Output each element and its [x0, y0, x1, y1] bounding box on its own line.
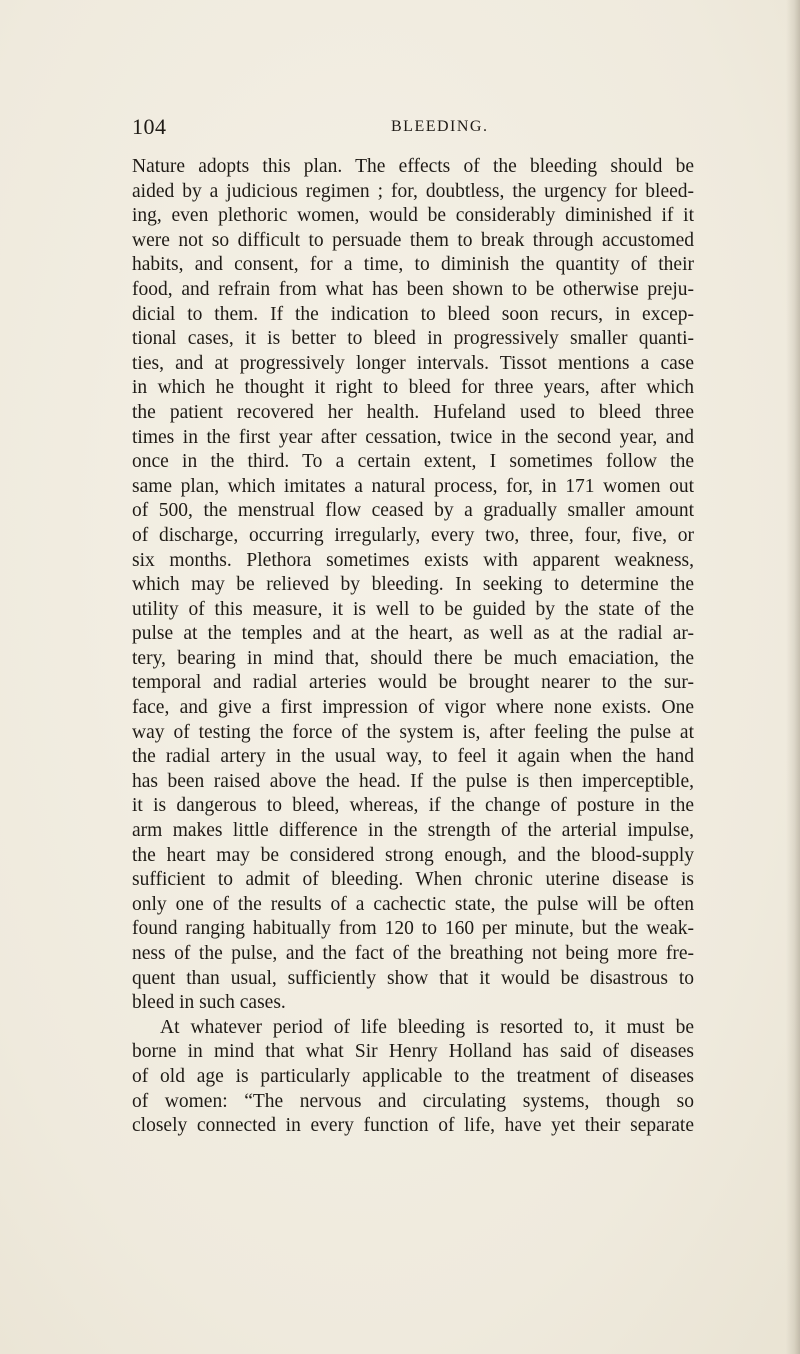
page-edge-shadow	[786, 0, 800, 1354]
text-line: sufficient to admit of bleeding. When chronic uterine disease is	[132, 869, 694, 891]
text-line: in which he thought it right to bleed for three years, after which	[132, 377, 694, 399]
text-line: food, and refrain from what has been shown to be otherwise preju-	[132, 278, 694, 300]
text-line: ing, even plethoric women, would be considerably diminished if it	[132, 205, 694, 227]
paragraph-1	[132, 155, 694, 1016]
text-line: dicial to them. If the indication to bleed soon recurs, in excep-	[132, 303, 694, 325]
text-line: of old age is particularly applicable to the treatment of diseases	[132, 1065, 694, 1087]
text-line: times in the first year after cessation, twice in the second year, and	[132, 426, 694, 448]
text-line: ties, and at progressively longer intervals. Tissot mentions a case	[132, 352, 694, 374]
body-text	[132, 155, 694, 1139]
text-line: temporal and radial arteries would be brought nearer to the sur-	[132, 672, 694, 694]
text-line: found ranging habitually from 120 to 160 per minute, but the weak-	[132, 918, 694, 940]
paragraph-2	[132, 1016, 694, 1139]
text-line: habits, and consent, for a time, to diminish the quantity of their	[132, 254, 694, 276]
text-line: quent than usual, sufficiently show that it would be disastrous to	[132, 967, 694, 989]
text-line: way of testing the force of the system is, after feeling the pulse at	[132, 721, 694, 743]
text-line: has been raised above the head. If the pulse is then imperceptible,	[132, 770, 694, 792]
text-line: bleed in such cases.	[132, 992, 286, 1014]
text-line: tional cases, it is better to bleed in progressively smaller quanti-	[132, 328, 694, 350]
text-line: At whatever period of life bleeding is resorted to, it must be	[160, 1016, 694, 1038]
text-line: utility of this measure, it is well to be guided by the state of the	[132, 598, 694, 620]
text-line: of women: “The nervous and circulating systems, though so	[132, 1090, 694, 1112]
text-line: only one of the results of a cachectic state, the pulse will be often	[132, 893, 694, 915]
text-line: which may be relieved by bleeding. In seeking to determine the	[132, 574, 694, 596]
text-line: face, and give a first impression of vigor where none exists. One	[132, 697, 694, 719]
text-line: same plan, which imitates a natural process, for, in 171 women out	[132, 475, 694, 497]
text-line: closely connected in every function of life, have yet their separate	[132, 1115, 694, 1137]
text-line: the heart may be considered strong enough, and the blood-supply	[132, 844, 694, 866]
text-line: once in the third. To a certain extent, I sometimes follow the	[132, 451, 694, 473]
text-line: the patient recovered her health. Hufeland used to bleed three	[132, 401, 694, 423]
text-line: aided by a judicious regimen ; for, doubtless, the urgency for bleed-	[132, 180, 694, 202]
running-head: BLEEDING.	[391, 118, 489, 135]
text-line: ness of the pulse, and the fact of the breathing not being more fre-	[132, 943, 694, 964]
text-line: six months. Plethora sometimes exists with apparent weakness,	[132, 549, 694, 571]
page-header	[132, 114, 692, 144]
page-number: 104	[132, 114, 167, 139]
text-line: pulse at the temples and at the heart, as well as at the radial ar-	[132, 623, 694, 645]
text-line: arm makes little difference in the strength of the arterial impulse,	[132, 820, 694, 842]
text-line: the radial artery in the usual way, to feel it again when the hand	[132, 746, 694, 768]
text-line: it is dangerous to bleed, whereas, if the change of posture in the	[132, 795, 694, 817]
text-line: borne in mind that what Sir Henry Holland has said of diseases	[132, 1041, 694, 1063]
text-line: Nature adopts this plan. The effects of the bleeding should be	[132, 156, 694, 177]
text-line: of 500, the menstrual flow ceased by a gradually smaller amount	[132, 500, 694, 522]
text-line: tery, bearing in mind that, should there be much emaciation, the	[132, 647, 694, 669]
text-line: of discharge, occurring irregularly, every two, three, four, five, or	[132, 524, 694, 546]
text-line: were not so difficult to persuade them to break through accustomed	[132, 229, 694, 251]
